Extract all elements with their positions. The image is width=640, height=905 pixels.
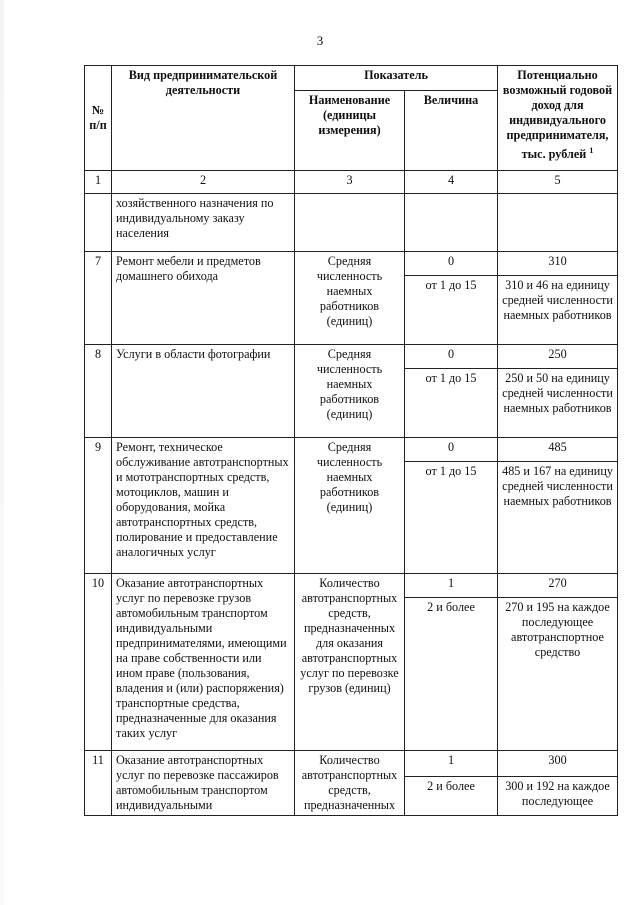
scan-edge (0, 0, 4, 905)
row-no: 8 (85, 345, 112, 438)
header-income-footnote: 1 (589, 146, 594, 155)
header-value: Величина (405, 91, 498, 171)
row-income: 485 (498, 438, 618, 462)
header-activity: Вид предпринимательской деятельности (112, 66, 295, 171)
row-income: 270 и 195 на каждое последующее автотранспортное средство (498, 598, 618, 751)
table-row (85, 345, 618, 369)
row-activity: хозяйственного назначения по индивидуальному заказу населения (112, 194, 295, 252)
row-value: 1 (405, 751, 498, 777)
column-number: 2 (112, 171, 295, 194)
row-no: 10 (85, 574, 112, 751)
header-indicator: Показатель (295, 66, 498, 91)
row-income: 300 (498, 751, 618, 777)
table-row (85, 252, 618, 276)
row-activity: Услуги в области фотографии (112, 345, 295, 438)
table-row (85, 194, 618, 252)
header-income-text: Потенциально возможный годовой доход для индивидуального предпринимателя, тыс. рублей (502, 68, 613, 162)
row-value: от 1 до 15 (405, 369, 498, 438)
row-value: от 1 до 15 (405, 462, 498, 574)
row-value (405, 194, 498, 252)
row-income: 250 и 50 на единицу средней численности наемных работников (498, 369, 618, 438)
row-activity: Ремонт мебели и предметов домашнего обихода (112, 252, 295, 345)
row-no: 11 (85, 751, 112, 816)
row-indicator: Средняя численность наемных работников (единиц) (295, 345, 405, 438)
column-number: 4 (405, 171, 498, 194)
row-value: 0 (405, 252, 498, 276)
row-indicator (295, 194, 405, 252)
header-income (498, 66, 618, 171)
table-row (85, 574, 618, 598)
column-number: 1 (85, 171, 112, 194)
row-indicator: Средняя численность наемных работников (единиц) (295, 252, 405, 345)
row-value: 0 (405, 438, 498, 462)
table-row (85, 751, 618, 777)
row-no: 9 (85, 438, 112, 574)
row-indicator: Средняя численность наемных работников (единиц) (295, 438, 405, 574)
row-income: 310 (498, 252, 618, 276)
row-no: 7 (85, 252, 112, 345)
row-income: 250 (498, 345, 618, 369)
row-indicator: Количество автотранспортных средств, предназначенных для оказания автотранспортных услуг по перевозке грузов (единиц) (295, 574, 405, 751)
header-no: № п/п (85, 66, 112, 171)
row-income: 270 (498, 574, 618, 598)
row-income: 310 и 46 на единицу средней численности наемных работников (498, 276, 618, 345)
row-no (85, 194, 112, 252)
row-activity: Оказание автотранспортных услуг по перевозке грузов автомобильным транспортом индивидуальными предпринимателями, имеющими на праве собственности или ином праве (пользования, владения и (или) распоряжения) транспортные средства, предназначенные для оказания таких услуг (112, 574, 295, 751)
table-row (85, 438, 618, 462)
row-value: 2 и более (405, 598, 498, 751)
row-value: 2 и более (405, 777, 498, 816)
row-value: от 1 до 15 (405, 276, 498, 345)
column-number-row (85, 171, 618, 194)
row-indicator: Количество автотранспортных средств, предназначенных (295, 751, 405, 816)
row-activity: Оказание автотранспортных услуг по перевозке пассажиров автомобильным транспортом индивидуальными (112, 751, 295, 816)
table-header-row (85, 66, 618, 91)
row-income (498, 194, 618, 252)
activity-income-table (84, 65, 618, 816)
row-value: 0 (405, 345, 498, 369)
page-number: 3 (316, 33, 324, 48)
column-number: 3 (295, 171, 405, 194)
row-income: 485 и 167 на единицу средней численности наемных работников (498, 462, 618, 574)
header-name: Наименование (единицы измерения) (295, 91, 405, 171)
row-income: 300 и 192 на каждое последующее (498, 777, 618, 816)
column-number: 5 (498, 171, 618, 194)
row-value: 1 (405, 574, 498, 598)
row-activity: Ремонт, техническое обслуживание автотранспортных и мототранспортных средств, мотоциклов, машин и оборудования, мойка автотранспортных средств, полирование и предоставление аналогичных услуг (112, 438, 295, 574)
